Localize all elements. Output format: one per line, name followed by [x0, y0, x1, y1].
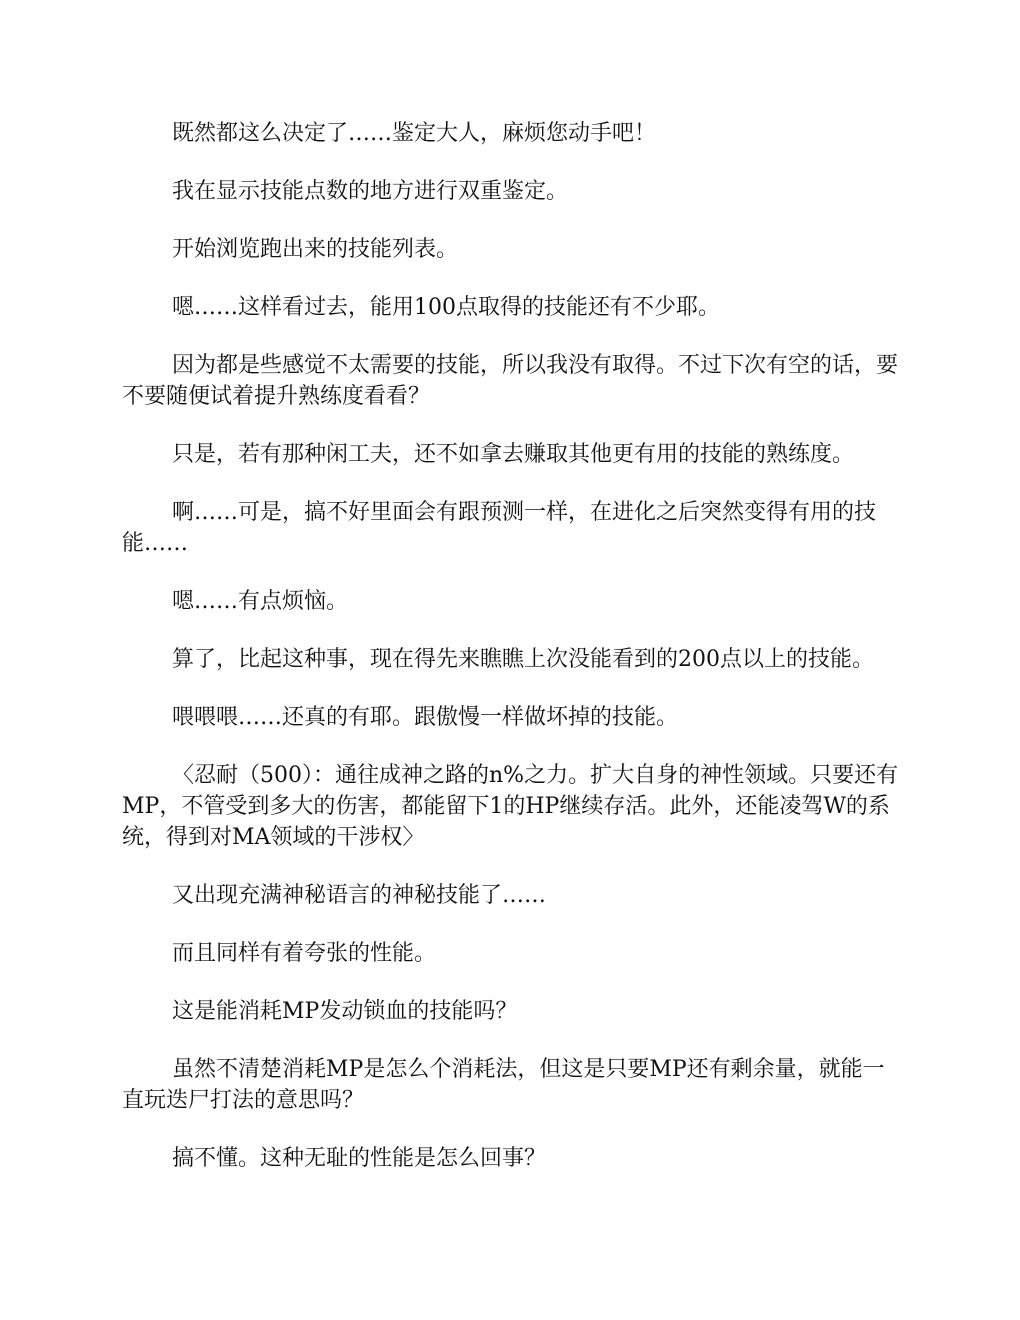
paragraph-7: 啊……可是，搞不好里面会有跟预测一样，在进化之后突然变得有用的技能……: [122, 500, 877, 556]
document-body: [122, 118, 902, 1201]
paragraph-9: 算了，比起这种事，现在得先来瞧瞧上次没能看到的200点以上的技能。: [172, 647, 874, 672]
paragraph-15: 虽然不清楚消耗MP是怎么个消耗法，但这是只要MP还有剩余量，就能一直玩迭尸打法的意思吗？: [122, 1057, 885, 1113]
paragraph-12: 又出现充满神秘语言的神秘技能了……: [172, 883, 547, 908]
paragraph-16: 搞不懂。这种无耻的性能是怎么回事？: [172, 1146, 547, 1171]
paragraph-6: 只是，若有那种闲工夫，还不如拿去赚取其他更有用的技能的熟练度。: [172, 442, 855, 467]
paragraph-8: 嗯……有点烦恼。: [172, 589, 349, 614]
paragraph-5: 因为都是些感觉不太需要的技能，所以我没有取得。不过下次有空的话，要不要随便试着提升熟练度看看？: [122, 353, 899, 409]
skill-description-paragraph: 〈忍耐（500）：通往成神之路的n%之力。扩大自身的神性领域。只要还有MP，不管受到多大的伤害，都能留下1的HP继续存活。此外，还能凌驾W的系统，得到对MA领域的干涉权〉: [122, 763, 899, 850]
paragraph-14: 这是能消耗MP发动锁血的技能吗？: [172, 999, 518, 1024]
paragraph-13: 而且同样有着夸张的性能。: [172, 941, 437, 966]
paragraph-10: 喂喂喂……还真的有耶。跟傲慢一样做坏掉的技能。: [172, 705, 679, 730]
paragraph-2: 我在显示技能点数的地方进行双重鉴定。: [172, 179, 569, 204]
paragraph-1: 既然都这么决定了……鉴定大人，麻烦您动手吧！: [172, 121, 657, 146]
paragraph-4: 嗯……这样看过去，能用100点取得的技能还有不少耶。: [172, 295, 720, 320]
paragraph-3: 开始浏览跑出来的技能列表。: [172, 237, 459, 262]
